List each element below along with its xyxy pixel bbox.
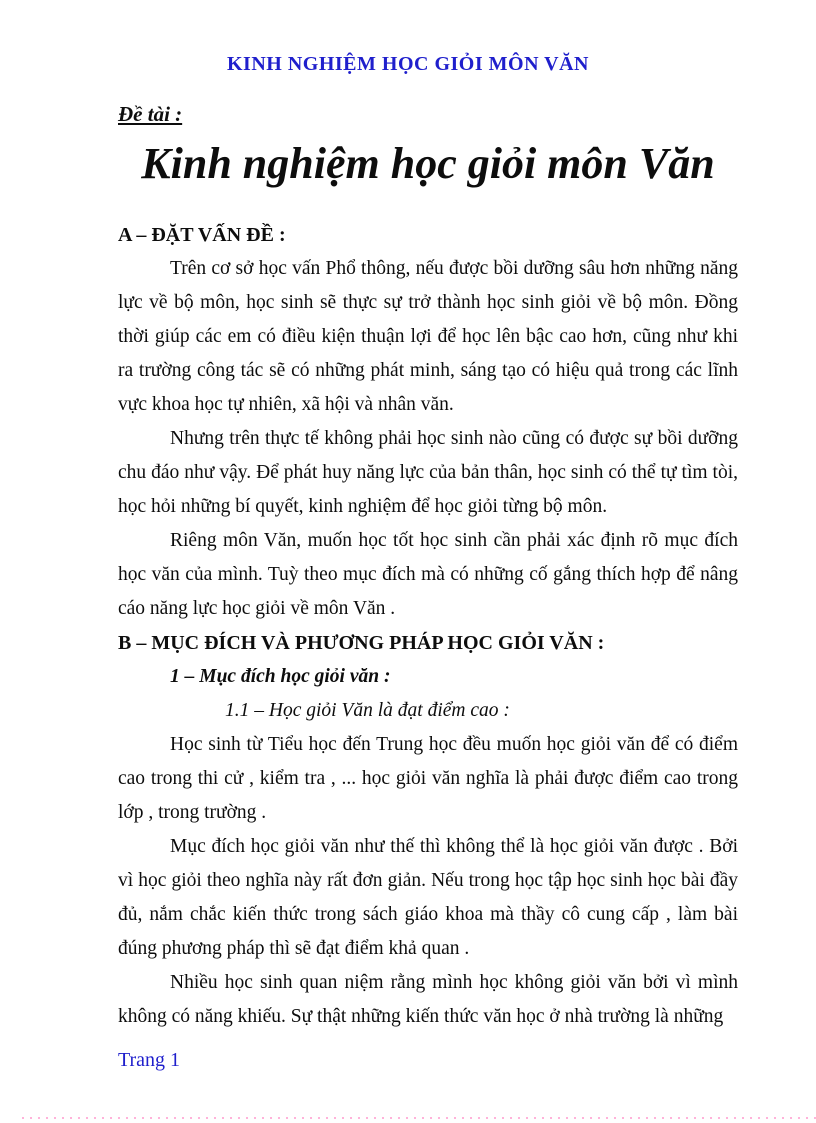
- paragraph-4: Học sinh từ Tiểu học đến Trung học đều muốn học giỏi văn để có điểm cao trong thi cử , kiểm tra , ... học giỏi văn nghĩa là phải được điểm cao trong lớp , trong trường .: [118, 734, 738, 823]
- paragraph-2: Nhưng trên thực tế không phải học sinh nào cũng có được sự bồi dưỡng chu đáo như vậy. Để phát huy năng lực của bản thân, học sinh có thể tự tìm tòi, học hỏi những bí quyết, kinh nghiệm để học giỏi từng bộ môn.: [118, 428, 738, 517]
- section-heading-a: A – ĐẶT VẤN ĐỀ :: [118, 224, 286, 246]
- document-header-title: KINH NGHIỆM HỌC GIỎI MÔN VĂN: [227, 53, 589, 75]
- subsection-heading-1-1: 1.1 – Học giỏi Văn là đạt điểm cao :: [225, 700, 510, 721]
- paragraph-1: Trên cơ sở học vấn Phổ thông, nếu được bồi dưỡng sâu hơn những năng lực về bộ môn, học sinh sẽ thực sự trở thành học sinh giỏi về bộ môn. Đồng thời giúp các em có điều kiện thuận lợi để học lên bậc cao hơn, cũng như khi ra trường công tác sẽ có những phát minh, sáng tạo có hiệu quả trong các lĩnh vực khoa học tự nhiên, xã hội và nhân văn.: [118, 258, 738, 415]
- section-heading-b: B – MỤC ĐÍCH VÀ PHƯƠNG PHÁP HỌC GIỎI VĂN :: [118, 632, 605, 654]
- topic-label: Đề tài :: [118, 102, 183, 126]
- page-number-label: Trang 1: [118, 1049, 181, 1071]
- page-break-divider: [22, 1116, 816, 1119]
- subsection-heading-1: 1 – Mục đích học giỏi văn :: [170, 666, 391, 687]
- paragraph-3: Riêng môn Văn, muốn học tốt học sinh cần phải xác định rõ mục đích học văn của mình. Tuỳ theo mục đích mà có những cố gắng thích hợp để nâng cáo năng lực học giỏi về môn Văn .: [118, 530, 738, 619]
- paragraph-6: Nhiều học sinh quan niệm rằng mình học không giỏi văn bởi vì mình không có năng khiếu. Sự thật những kiến thức văn học ở nhà trường là những: [118, 972, 738, 1027]
- document-body: [118, 218, 738, 1034]
- calligraphic-title: Kinh nghiệm học giỏi môn Văn: [141, 139, 715, 188]
- paragraph-5: Mục đích học giỏi văn như thế thì không thể là học giỏi văn được . Bởi vì học giỏi theo nghĩa này rất đơn giản. Nếu trong học tập học sinh học bài đầy đủ, nắm chắc kiến thức trong sách giáo khoa mà thầy cô cung cấp , làm bài đúng phương pháp thì sẽ đạt điểm khả quan .: [118, 836, 738, 959]
